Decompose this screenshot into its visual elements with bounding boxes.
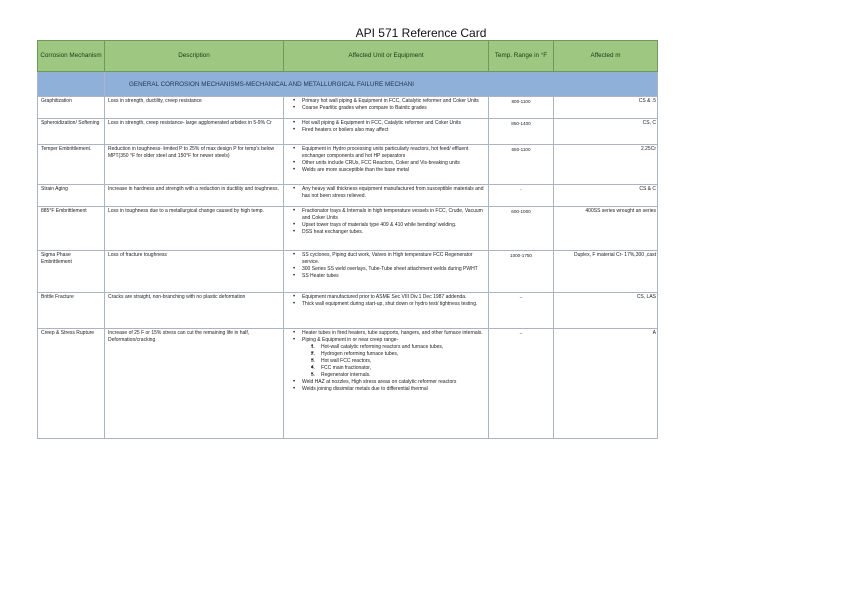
table-row xyxy=(38,145,658,185)
category-row xyxy=(38,72,658,97)
materials-cell: 400SS series wrought an series xyxy=(554,207,658,251)
temp-range-cell: 1000-1750 xyxy=(489,251,554,293)
equipment-item: • Equipment manufactured prior to ASME Sec VIII Div.1 Dec 1987 addenda. xyxy=(293,294,485,301)
materials-cell: CS, C xyxy=(554,119,658,145)
sublist-item xyxy=(311,365,485,372)
equipment-item: • Thick wall equipment during start-up, shut down or hydro test/ tightness testing. xyxy=(293,301,485,308)
header-row xyxy=(38,41,658,72)
equipment-item xyxy=(293,337,485,379)
header-temp-range: Temp. Range in °F xyxy=(489,41,554,72)
category-spacer xyxy=(38,72,105,97)
equipment-cell xyxy=(284,185,489,207)
mechanism-cell: Spheroidization/ Softening xyxy=(38,119,105,145)
equipment-item: • Heater tubes in fired heaters, tube supports, hangers, and other furnace internals. xyxy=(293,330,485,337)
description-cell: Loss in strength, ductility, creep resistance xyxy=(105,97,284,119)
equipment-item: • SS cyclones, Piping duct work, Valves in High temperature FCC Regenerator service. xyxy=(293,252,485,266)
equipment-item: • Fractionator trays & Internals in high temperature vessels in FCC, Crude, Vacuum and Coker Units xyxy=(293,208,485,222)
materials-cell: CS & C xyxy=(554,185,658,207)
mechanism-cell: Temper Embrittlement. xyxy=(38,145,105,185)
materials-cell: CS & .5 xyxy=(554,97,658,119)
sublist-item xyxy=(311,358,485,365)
page-title: API 571 Reference Card xyxy=(355,26,487,40)
table-row xyxy=(38,185,658,207)
equipment-item: • Welds are more susceptible than the base metal xyxy=(293,167,485,174)
sublist-text: Regenerator internals. xyxy=(321,372,371,378)
equipment-cell xyxy=(284,207,489,251)
header-equipment: Affected Unit or Equipment xyxy=(284,41,489,72)
sublist-number: • 1. xyxy=(311,344,316,350)
description-cell: Loss in toughness due to a metallurgical change caused by high temp. xyxy=(105,207,284,251)
description-cell: Increase in hardness and strength with a reduction in ductility and toughness. xyxy=(105,185,284,207)
equipment-item: • Weld HAZ at nozzles, High stress areas on catalytic reformer reactors xyxy=(293,379,485,386)
equipment-item: • 300 Series SS weld overlays, Tube-Tube sheet attachment welds during PWHT xyxy=(293,266,485,273)
sublist-number: • 3. xyxy=(311,358,316,364)
equipment-item: • Equipment in Hydro processing units particularly reactors, hot feed/ effluent exchanger components and hot HP separators xyxy=(293,146,485,160)
equipment-cell xyxy=(284,251,489,293)
equipment-item: • Coarse Pearlitic grades when compare to Bainitc grades xyxy=(293,105,485,112)
mechanism-cell: Graphitization xyxy=(38,97,105,119)
table-row xyxy=(38,293,658,329)
mechanism-cell: Brittle Fracture xyxy=(38,293,105,329)
materials-cell: 2.25Cr xyxy=(554,145,658,185)
creep-sublist xyxy=(302,344,485,379)
equipment-item: • Fired heaters or boilers also may affect xyxy=(293,127,485,134)
equipment-cell xyxy=(284,293,489,329)
reference-table xyxy=(37,40,658,439)
header-description: Description xyxy=(105,41,284,72)
temp-range-cell: 600-1000 xyxy=(489,207,554,251)
reference-table-viewport xyxy=(37,40,656,425)
sublist-item xyxy=(311,351,485,358)
materials-cell: A xyxy=(554,329,658,439)
temp-range-cell: 850-1400 xyxy=(489,119,554,145)
equipment-item: • DSS heat exchanger tubes. xyxy=(293,229,485,236)
equipment-item: • Primary hot wall piping & Equipment in FCC, Catalytic reformer and Coker Units xyxy=(293,98,485,105)
header-mechanism: Corrosion Mechanism xyxy=(38,41,105,72)
equipment-item-text: Piping & Equipment in or near creep range- xyxy=(302,337,399,343)
mechanism-cell: 885°F Embrittlement xyxy=(38,207,105,251)
sublist-number: • 2. xyxy=(311,351,316,357)
equipment-item: • Other units include CRUs, FCC Reactors, Coker and Vis-breaking units xyxy=(293,160,485,167)
equipment-cell xyxy=(284,97,489,119)
mechanism-cell: Creep & Stress Rupture xyxy=(38,329,105,439)
equipment-item: • Any heavy wall thickness equipment manufactured from susceptible materials and has not been stress relieved. xyxy=(293,186,485,200)
header-affected-materials: Affected m xyxy=(554,41,658,72)
equipment-item: • Upset tower trays of materials type 409 & 410 while bending/ welding. xyxy=(293,222,485,229)
description-cell: Reduction in toughness- limited P to 25% of max design P for temp's below MPT(350 °F for older steel and 150°F for newer steels) xyxy=(105,145,284,185)
sublist-text: Hot wall FCC reactors, xyxy=(321,358,372,364)
temp-range-cell: – xyxy=(489,329,554,439)
table-row xyxy=(38,119,658,145)
temp-range-cell: 650-1100 xyxy=(489,145,554,185)
materials-cell: Duplex, F material Cr- 17%,300 ,cast xyxy=(554,251,658,293)
equipment-item: • SS Heater tubes xyxy=(293,273,485,280)
equipment-cell xyxy=(284,145,489,185)
table-row xyxy=(38,251,658,293)
sublist-number: • 5. xyxy=(311,372,316,378)
sublist-item xyxy=(311,372,485,379)
equipment-item: • Welds joining dissimilar metals due to differential thermal xyxy=(293,386,485,393)
equipment-cell xyxy=(284,119,489,145)
sublist-text: Hydrogen reforming furnace tubes, xyxy=(321,351,399,357)
description-cell: Loss in strength, creep resistance- large agglomerated arbides in 5-9% Cr xyxy=(105,119,284,145)
description-cell: Cracks are straight, non-branching with no plastic deformation xyxy=(105,293,284,329)
equipment-item: • Hot wall piping & Equipment in FCC, Catalytic reformer and Coker Units xyxy=(293,120,485,127)
table-row xyxy=(38,207,658,251)
equipment-cell xyxy=(284,329,489,439)
sublist-text: Hot-wall catalytic reforming reactors and furnace tubes, xyxy=(321,344,444,350)
table-row xyxy=(38,329,658,439)
table-row xyxy=(38,97,658,119)
sublist-number: • 4. xyxy=(311,365,316,371)
temp-range-cell: - xyxy=(489,185,554,207)
materials-cell: CS, LAS xyxy=(554,293,658,329)
mechanism-cell: Sigma Phase Embrittlement xyxy=(38,251,105,293)
mechanism-cell: Strain Aging xyxy=(38,185,105,207)
description-cell: Loss of fracture toughness xyxy=(105,251,284,293)
temp-range-cell: – xyxy=(489,293,554,329)
description-cell: Increase of 25 F or 15% stress can cut the remaining life in half, Deformation/cracking xyxy=(105,329,284,439)
temp-range-cell: 800-1100 xyxy=(489,97,554,119)
category-label: GENERAL CORROSION MECHANISMS-MECHANICAL AND METALLURGICAL FAILURE MECHANI xyxy=(105,72,658,97)
sublist-item xyxy=(311,344,485,351)
sublist-text: FCC main fractionator, xyxy=(321,365,372,371)
